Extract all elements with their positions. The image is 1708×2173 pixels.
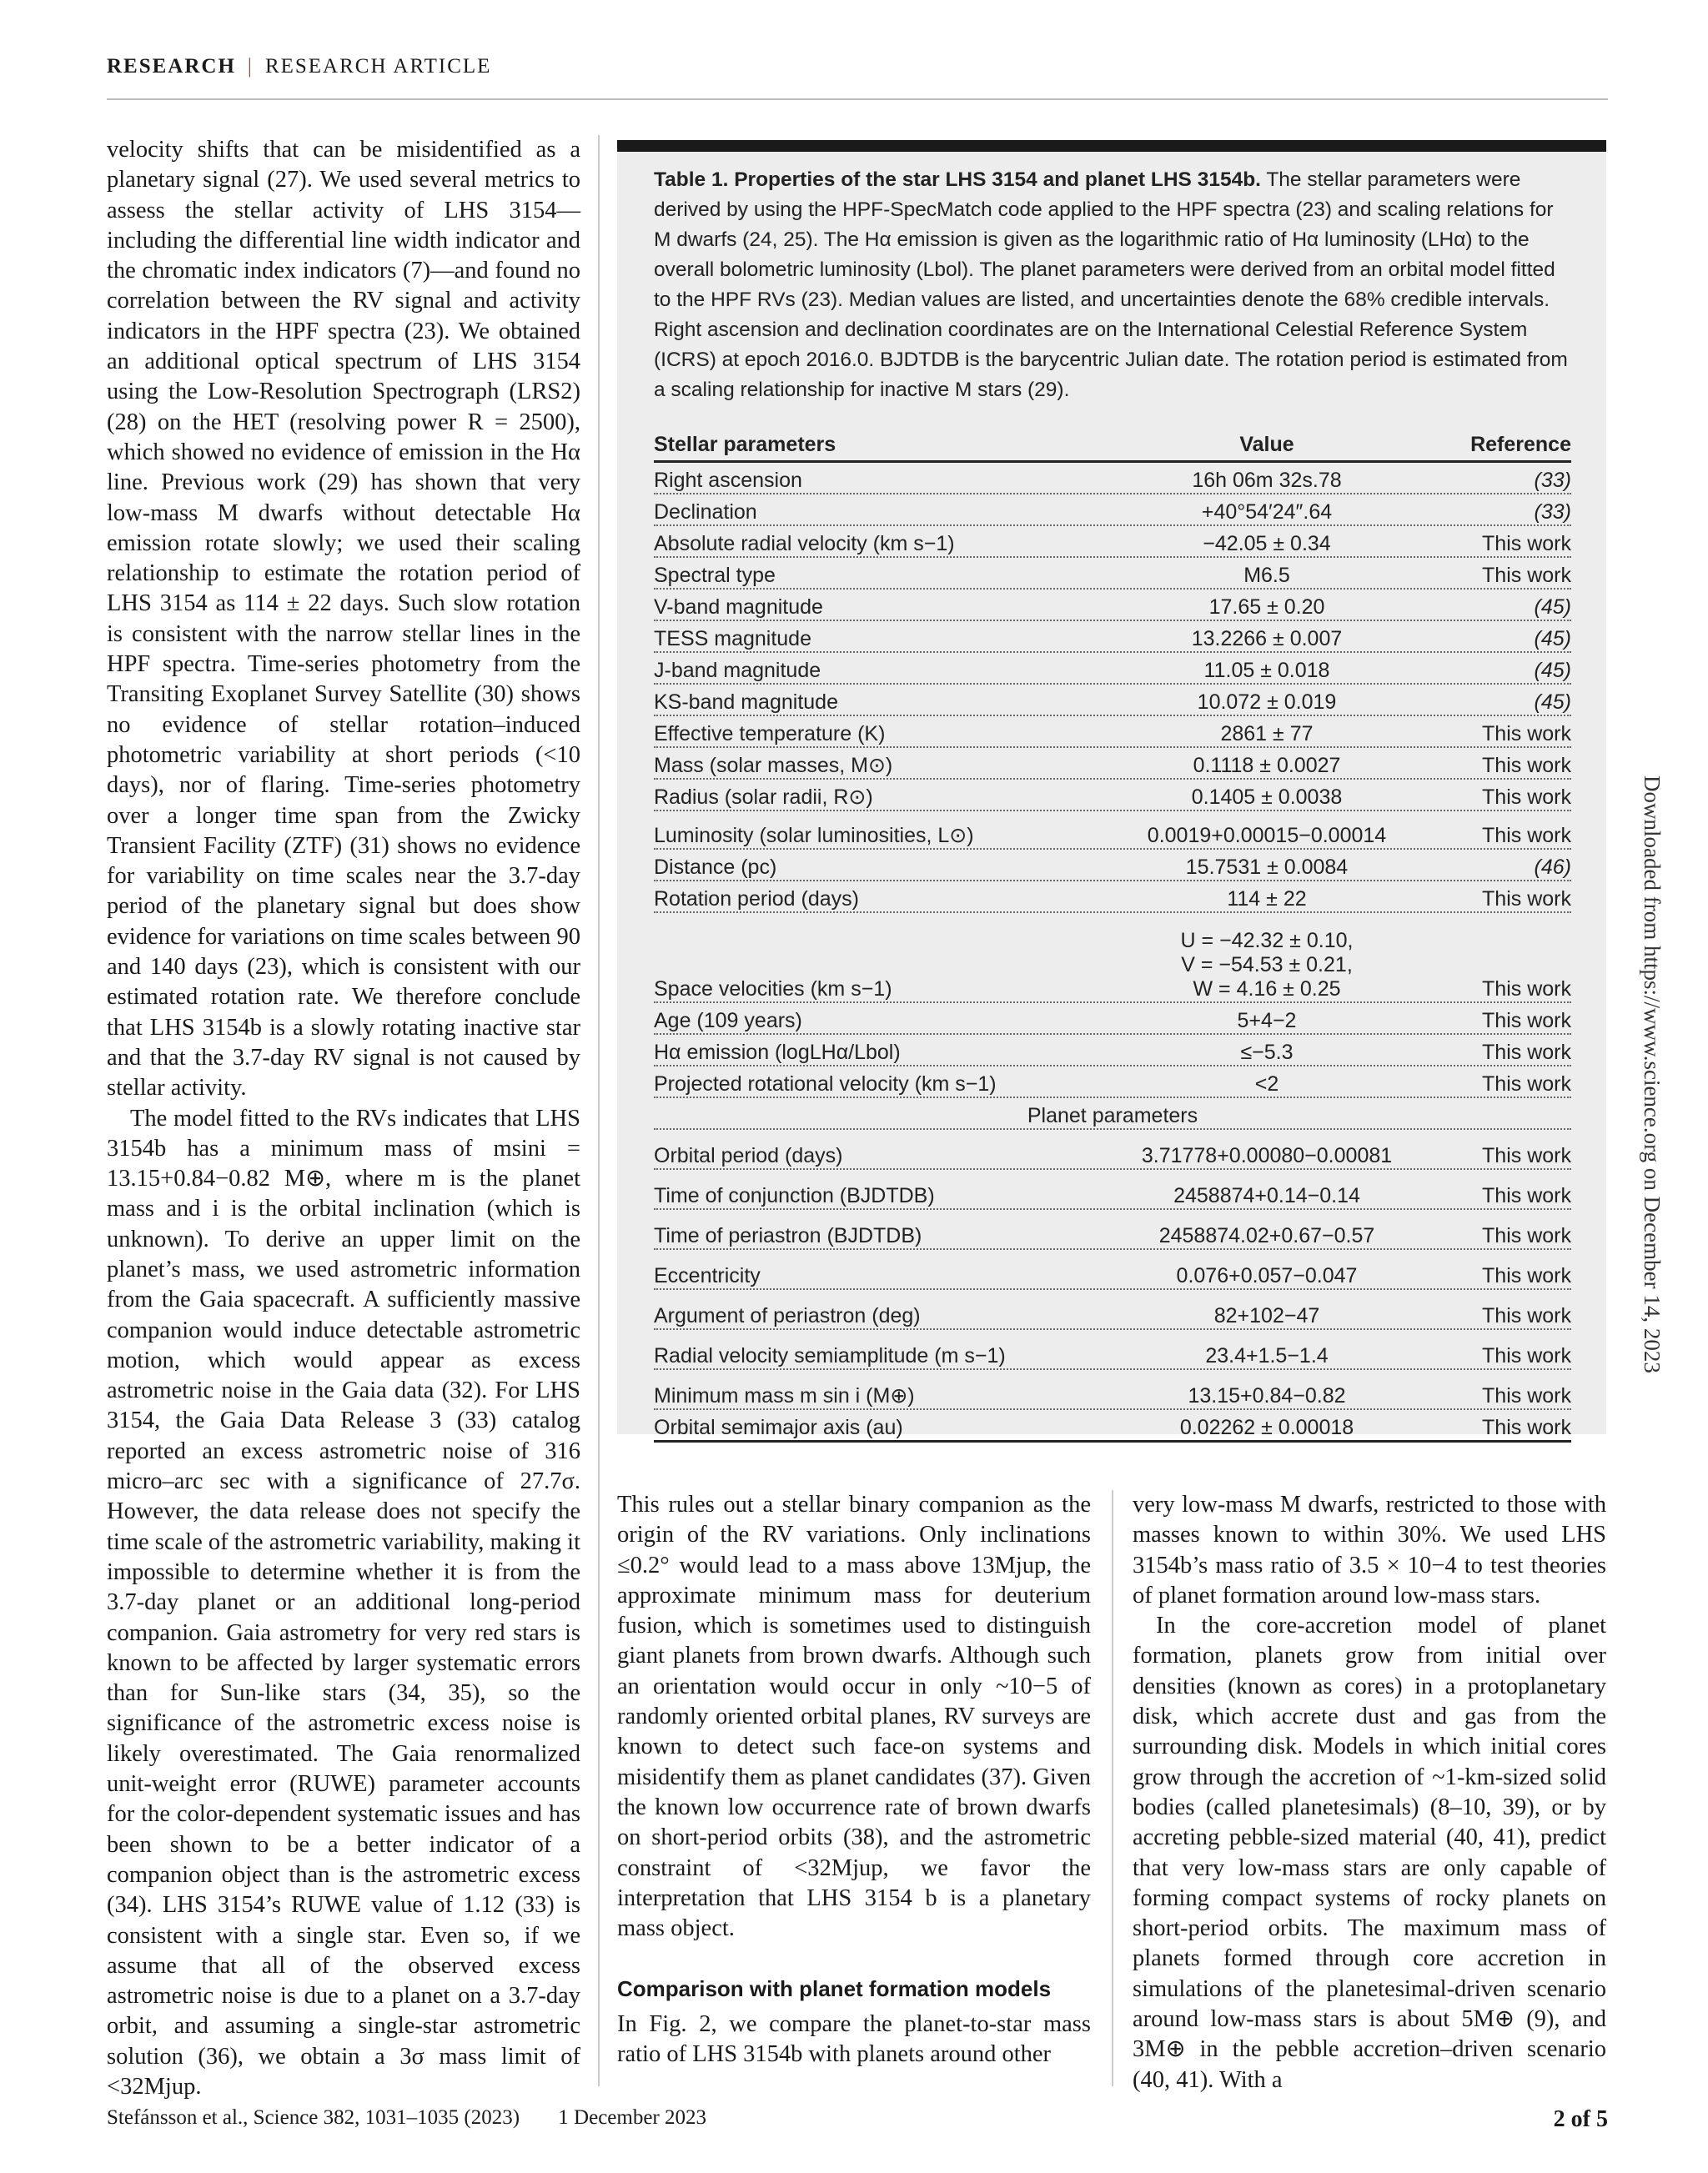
row-parameter: Projected rotational velocity (km s−1)	[654, 1072, 997, 1096]
row-parameter: KS-band magnitude	[654, 690, 838, 714]
body-paragraph: This rules out a stellar binary companion as the origin of the RV variations. Only inclinations ≤0.2° would lead to a mass above 13Mjup, the approximate minimum mass for deuterium fusion, which is sometimes used to distinguish giant planets from brown dwarfs. Although such an orientation would occur in only ~10−5 of randomly oriented orbital planes, RV surveys are known to detect such face-on systems and misidentify them as planet candidates (37). Given the known low occurrence rate of brown dwarfs on short-period orbits (38), and the astrometric constraint of <32Mjup, we favor the interpretation that LHS 3154 b is a planetary mass object.	[617, 1492, 1091, 1942]
row-parameter: Age (109 years)	[654, 1009, 802, 1032]
row-reference: This work	[1482, 1344, 1571, 1368]
row-value: +40°54′24″.64	[1201, 500, 1333, 524]
row-parameter: Luminosity (solar luminosities, L⊙)	[654, 824, 974, 847]
properties-table	[654, 424, 1571, 1443]
row-reference: This work	[1482, 824, 1571, 847]
header-rule	[107, 98, 1608, 100]
article-type-label: RESEARCH ARTICLE	[264, 55, 492, 78]
row-parameter: Space velocities (km s−1)	[654, 977, 892, 1001]
left-text-column	[107, 135, 580, 2102]
row-parameter: Effective temperature (K)	[654, 722, 886, 745]
row-value: 0.02262 ± 0.00018	[1179, 1416, 1354, 1439]
table-top-bar	[617, 140, 1606, 152]
table-caption-title: Table 1. Properties of the star LHS 3154 and planet LHS 3154b.	[654, 168, 1261, 191]
row-value: 0.076+0.057−0.047	[1176, 1264, 1358, 1287]
row-reference: (45)	[1534, 595, 1571, 619]
row-value: 2458874.02+0.67−0.57	[1158, 1224, 1375, 1247]
row-value: 82+102−47	[1213, 1304, 1320, 1327]
row-value: M6.5	[1243, 564, 1290, 587]
row-parameter: Time of periastron (BJDTDB)	[654, 1224, 922, 1247]
row-parameter: Minimum mass m sin i (M⊕)	[654, 1384, 915, 1408]
row-reference: (33)	[1534, 469, 1571, 492]
row-parameter: Mass (solar masses, M⊙)	[654, 754, 893, 777]
row-parameter: Right ascension	[654, 469, 802, 492]
row-reference: (46)	[1534, 856, 1571, 879]
row-reference: This work	[1482, 785, 1571, 809]
table-row	[654, 463, 1571, 494]
table-caption	[654, 165, 1571, 405]
table-row	[654, 653, 1571, 685]
row-value: 16h 06m 32s.78	[1192, 469, 1342, 492]
table-row	[654, 494, 1571, 526]
table-row	[654, 558, 1571, 590]
body-paragraph: very low-mass M dwarfs, restricted to those with masses known to within 30%. We used LHS 3154b’s mass ratio of 3.5 × 10−4 to test theories of planet formation around low-mass stars.	[1133, 1492, 1606, 1608]
row-value: 10.072 ± 0.019	[1197, 690, 1337, 714]
row-reference: This work	[1482, 1009, 1571, 1032]
row-value: 114 ± 22	[1227, 887, 1307, 911]
table-row	[654, 780, 1571, 811]
row-value: ≤−5.3	[1240, 1041, 1294, 1064]
table-row	[654, 716, 1571, 748]
section-heading: Comparison with planet formation models	[617, 1976, 1052, 2002]
col-header-parameter: Stellar parameters	[654, 433, 836, 456]
table-row	[654, 913, 1571, 1003]
table-row	[654, 1210, 1571, 1250]
table-row	[654, 1130, 1571, 1170]
row-reference: (45)	[1534, 627, 1571, 650]
row-parameter: Radial velocity semiamplitude (m s−1)	[654, 1344, 1006, 1368]
row-parameter: Time of conjunction (BJDTDB)	[654, 1184, 935, 1207]
table-row	[654, 1170, 1571, 1210]
row-reference: This work	[1482, 532, 1571, 555]
page-number: 2 of 5	[1553, 2106, 1608, 2132]
row-parameter: Declination	[654, 500, 757, 524]
download-note-text: Downloaded from https://www.science.org on December 14, 2023	[1640, 775, 1665, 1373]
row-reference: This work	[1482, 1416, 1571, 1439]
footer-date: 1 December 2023	[558, 2106, 707, 2129]
page-footer	[107, 2106, 1608, 2130]
body-paragraph: The model fitted to the RVs indicates that LHS 3154b has a minimum mass of msini = 13.15+0.84−0.82 M⊕, where m is the planet mass and i is the orbital inclination (which is unknown). To derive an upper limit on the planet’s mass, we used astrometric information from the Gaia spacecraft. A sufficiently massive companion would induce detectable astrometric motion, which would appear as excess astrometric noise in the Gaia data (32). For LHS 3154, the Gaia Data Release 3 (33) catalog reported an excess astrometric noise of 316 micro–arc sec with a significance of 27.7σ. However, the data release does not specify the time scale of the astrometric variability, making it impossible to determine whether it is from the 3.7-day planet or an additional long-period companion. Gaia astrometry for very red stars is known to be affected by larger systematic errors than for Sun-like stars (34, 35), so the significance of the astrometric excess noise is likely overestimated. The Gaia renormalized unit-weight error (RUWE) parameter accounts for the color-dependent systematic issues and has been shown to be a better indicator of a companion object than is the astrometric excess (34). LHS 3154’s RUWE value of 1.12 (33) is consistent with a single star. Even so, if we assume that all of the observed excess astrometric noise is due to a planet on a 3.7-day orbit, and assuming a single-star astrometric solution (36), we obtain a 3σ mass limit of <32Mjup.	[107, 1105, 580, 2100]
row-value: 0.1405 ± 0.0038	[1191, 785, 1343, 809]
table-row	[654, 1035, 1571, 1066]
row-value: 17.65 ± 0.20	[1208, 595, 1325, 619]
row-reference: This work	[1482, 754, 1571, 777]
row-value: 3.71778+0.00080−0.00081	[1141, 1144, 1393, 1167]
row-value: 11.05 ± 0.018	[1203, 659, 1330, 682]
table-caption-body: The stellar parameters were derived by using the HPF-SpecMatch code applied to the HPF spectra (23) and scaling relations for M dwarfs (24, 25). The Hα emission is given as the logarithmic ratio of Hα luminosity (LHα) to the overall bolometric luminosity (Lbol). The planet parameters were derived from an orbital model fitted to the HPF RVs (23). Median values are listed, and uncertainties denote the 68% credible intervals. Right ascension and declination coordinates are on the International Celestial Reference System (ICRS) at epoch 2016.0. BJDTDB is the barycentric Julian date. The rotation period is estimated from a scaling relationship for inactive M stars (29).	[654, 168, 1568, 401]
planet-rows	[654, 1130, 1571, 1443]
body-paragraph: In Fig. 2, we compare the planet-to-star mass ratio of LHS 3154b with planets around other	[617, 2010, 1091, 2068]
row-parameter: V-band magnitude	[654, 595, 823, 619]
body-paragraph: velocity shifts that can be misidentified as a planetary signal (27). We used several metrics to assess the stellar activity of LHS 3154—including the differential line width indicator and the chromatic index indicators (7)—and found no correlation between the RV signal and activity indicators in the HPF spectra (23). We obtained an additional optical spectrum of LHS 3154 using the Low-Resolution Spectrograph (LRS2) (28) on the HET (resolving power R = 2500), which showed no evidence of emission in the Hα line. Previous work (29) has shown that very low-mass M dwarfs without detectable Hα emission rotate slowly; we used their scaling relationship to estimate the rotation period of LHS 3154 as 114 ± 22 days. Such slow rotation is consistent with the narrow stellar lines in the HPF spectra. Time-series photometry from the Transiting Exoplanet Survey Satellite (30) shows no evidence of stellar rotation–induced photometric variability at short periods (<10 days), nor of flaring. Time-series photometry over a longer time span from the Zwicky Transient Facility (ZTF) (31) shows no evidence for variability on time scales near the 3.7-day period of the planetary signal but does show evidence for variations on time scales between 90 and 140 days (23), which is consistent with our estimated rotation rate. We therefore conclude that LHS 3154b is a slowly rotating inactive star and that the 3.7-day RV signal is not caused by stellar activity.	[107, 137, 580, 1102]
row-reference: (45)	[1534, 690, 1571, 714]
row-parameter: Orbital semimajor axis (au)	[654, 1416, 903, 1439]
row-reference: (45)	[1534, 659, 1571, 682]
row-reference: (33)	[1534, 500, 1571, 524]
row-value: U = −42.32 ± 0.10, V = −54.53 ± 0.21, W = 4.16 ± 0.25	[1180, 929, 1354, 1001]
row-value: <2	[1254, 1072, 1279, 1096]
journal-section-label: RESEARCH	[107, 55, 236, 78]
row-value: 23.4+1.5−1.4	[1205, 1344, 1329, 1368]
table-row	[654, 1066, 1571, 1098]
row-parameter: Absolute radial velocity (km s−1)	[654, 532, 955, 555]
download-note	[1635, 775, 1668, 1409]
row-reference: This work	[1482, 1264, 1571, 1287]
table-row	[654, 1250, 1571, 1290]
row-parameter: Rotation period (days)	[654, 887, 859, 911]
row-value: 0.0019+0.00015−0.00014	[1147, 824, 1387, 847]
row-parameter: Orbital period (days)	[654, 1144, 843, 1167]
stellar-rows	[654, 463, 1571, 1098]
row-reference: This work	[1482, 722, 1571, 745]
planet-section-row	[654, 1098, 1571, 1130]
middle-text-column	[617, 1490, 1091, 2070]
header-separator: |	[247, 55, 254, 78]
body-paragraph: In the core-accretion model of planet formation, planets grow from initial over densities (known as cores) in a protoplanetary disk, which accrete dust and gas from the surrounding disk. Models in which initial cores grow through the accretion of ~1-km-sized solid bodies (called planetesimals) (8–10, 39), or by accreting pebble-sized material (40, 41), predict that very low-mass stars are only capable of forming compact systems of rocky planets on short-period orbits. The maximum mass of planets formed through core accretion in simulations of the planetesimal-driven scenario around low-mass stars is about 5M⊕ (9), and 3M⊕ in the pebble accretion–driven scenario (40, 41). With a	[1133, 1613, 1606, 2093]
row-value: 13.2266 ± 0.007	[1191, 627, 1343, 650]
row-reference: This work	[1482, 1384, 1571, 1408]
row-parameter: Argument of periastron (deg)	[654, 1304, 921, 1327]
table-row	[654, 1410, 1571, 1443]
row-value: 2861 ± 77	[1220, 722, 1314, 745]
row-parameter: Eccentricity	[654, 1264, 761, 1287]
row-reference: This work	[1482, 977, 1571, 1001]
row-reference: This work	[1482, 1041, 1571, 1064]
table-row	[654, 1370, 1571, 1410]
table-row	[654, 526, 1571, 558]
footer-citation: Stefánsson et al., Science 382, 1031–1035 (2023)	[107, 2106, 520, 2129]
table-row	[654, 685, 1571, 716]
row-value: 0.1118 ± 0.0027	[1193, 754, 1341, 777]
row-reference: This work	[1482, 1224, 1571, 1247]
planet-section-label: Planet parameters	[1027, 1104, 1198, 1127]
table-row	[654, 811, 1571, 850]
table-row	[654, 1330, 1571, 1370]
running-header	[107, 55, 1608, 92]
row-parameter: Hα emission (logLHα/Lbol)	[654, 1041, 901, 1064]
row-reference: This work	[1482, 564, 1571, 587]
row-reference: This work	[1482, 1304, 1571, 1327]
row-reference: This work	[1482, 887, 1571, 911]
row-parameter: J-band magnitude	[654, 659, 821, 682]
row-reference: This work	[1482, 1072, 1571, 1096]
table-row	[654, 748, 1571, 780]
row-parameter: Distance (pc)	[654, 856, 777, 879]
table-row	[654, 1003, 1571, 1035]
right-text-column	[1133, 1490, 1606, 2095]
row-value: 15.7531 ± 0.0084	[1185, 856, 1349, 879]
table-row	[654, 850, 1571, 881]
row-parameter: Radius (solar radii, R⊙)	[654, 785, 873, 809]
table-row	[654, 1290, 1571, 1330]
row-value: −42.05 ± 0.34	[1203, 532, 1331, 555]
row-value: 2458874+0.14−0.14	[1173, 1184, 1360, 1207]
col-header-value: Value	[1239, 433, 1294, 456]
row-parameter: TESS magnitude	[654, 627, 811, 650]
column-divider	[598, 135, 600, 2086]
table-header-row	[654, 424, 1571, 463]
col-header-reference: Reference	[1470, 433, 1571, 456]
row-reference: This work	[1482, 1144, 1571, 1167]
row-parameter: Spectral type	[654, 564, 776, 587]
table-row	[654, 621, 1571, 653]
row-value: 5+4−2	[1237, 1009, 1297, 1032]
table-row	[654, 590, 1571, 621]
row-reference: This work	[1482, 1184, 1571, 1207]
column-divider	[1112, 1490, 1113, 2086]
table-row	[654, 881, 1571, 913]
row-value: 13.15+0.84−0.82	[1188, 1384, 1346, 1408]
